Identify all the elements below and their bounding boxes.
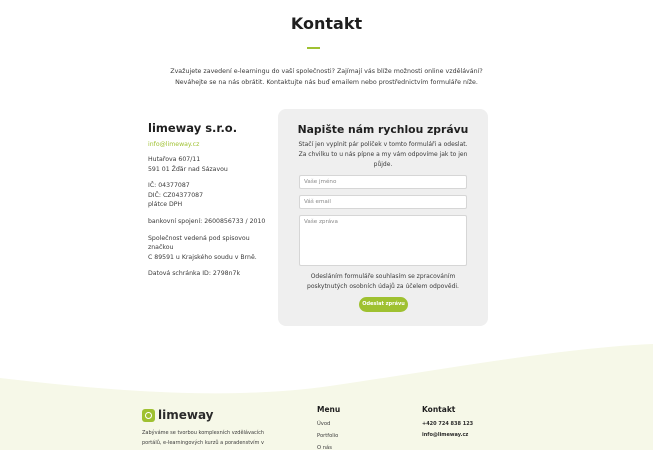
company-vat: plátce DPH: [148, 201, 183, 209]
company-ic: IČ: 04377087: [148, 182, 190, 190]
message-textarea[interactable]: Vaše zpráva: [299, 215, 467, 266]
company-email-link[interactable]: info@limeway.cz: [148, 141, 200, 148]
form-title: Napište nám rychlou zprávu: [297, 123, 469, 136]
company-dic: DIČ: CZ04377087: [148, 191, 204, 199]
footer-description: Zabýváme se tvorbou komplexních vzdělávacích portálů, e-learningových kurzů a poradenstvím v: [142, 430, 265, 446]
address-line: Hutařova 607/11: [148, 156, 201, 163]
registry-line: C 89591 u Krajského soudu v Brně.: [148, 253, 257, 261]
form-description: Stačí jen vyplnit pár políček v tomto formuláři a odeslat. Za chvilku to u nás pípne a my vám odpovíme jak to jen půjde.: [298, 141, 468, 168]
footer-email-link[interactable]: info@limeway.cz: [422, 432, 469, 438]
footer-logo[interactable]: [142, 408, 214, 422]
page-title: Kontakt: [290, 14, 363, 33]
footer-menu-item-o-nas[interactable]: O nás: [317, 445, 332, 450]
company-name: limeway s.r.o.: [148, 121, 238, 135]
intro-line: Neváhejte se na nás obrátit. Kontaktujte nás buď emailem nebo prostřednictvím formuláře níže.: [175, 78, 478, 86]
logo-text: limeway: [158, 408, 214, 422]
footer-menu: [317, 405, 340, 450]
company-tax-ids: [148, 181, 273, 210]
intro-line: Zvažujete zavedení e-learningu do vaší společnosti? Zajímají vás blíže možnosti online vzdělávání?: [170, 68, 483, 75]
email-input[interactable]: Váš email: [299, 195, 467, 209]
company-info: [148, 121, 273, 286]
submit-button[interactable]: Odeslat zprávu: [359, 297, 408, 312]
footer-contact-title: Kontakt: [422, 405, 456, 414]
company-registry: [148, 234, 273, 263]
footer-menu-item-uvod[interactable]: Úvod: [317, 421, 331, 427]
contact-form: [278, 109, 488, 326]
company-databox: Datová schránka ID: 2798n7k: [148, 270, 241, 278]
consent-text: Odesláním formuláře souhlasím se zpracováním poskytnutých osobních údajů za účelem odpovědi.: [307, 273, 459, 290]
intro-text: [140, 67, 513, 88]
title-underline: [307, 47, 320, 49]
footer-contact: [422, 405, 473, 443]
registry-line: Společnost vedená pod spisovou značkou: [148, 234, 250, 252]
footer: [0, 398, 653, 450]
footer-menu-title: Menu: [317, 405, 341, 414]
footer-phone-link[interactable]: +420 724 838 123: [422, 421, 474, 427]
address-line: 591 01 Žďár nad Sázavou: [148, 165, 228, 173]
company-bank: bankovní spojení: 2600856733 / 2010: [148, 217, 266, 225]
limeway-logo-icon: [142, 409, 155, 422]
footer-menu-item-portfolio[interactable]: Portfolio: [317, 433, 339, 439]
name-input[interactable]: Vaše jméno: [299, 175, 467, 189]
company-address: [148, 155, 273, 174]
